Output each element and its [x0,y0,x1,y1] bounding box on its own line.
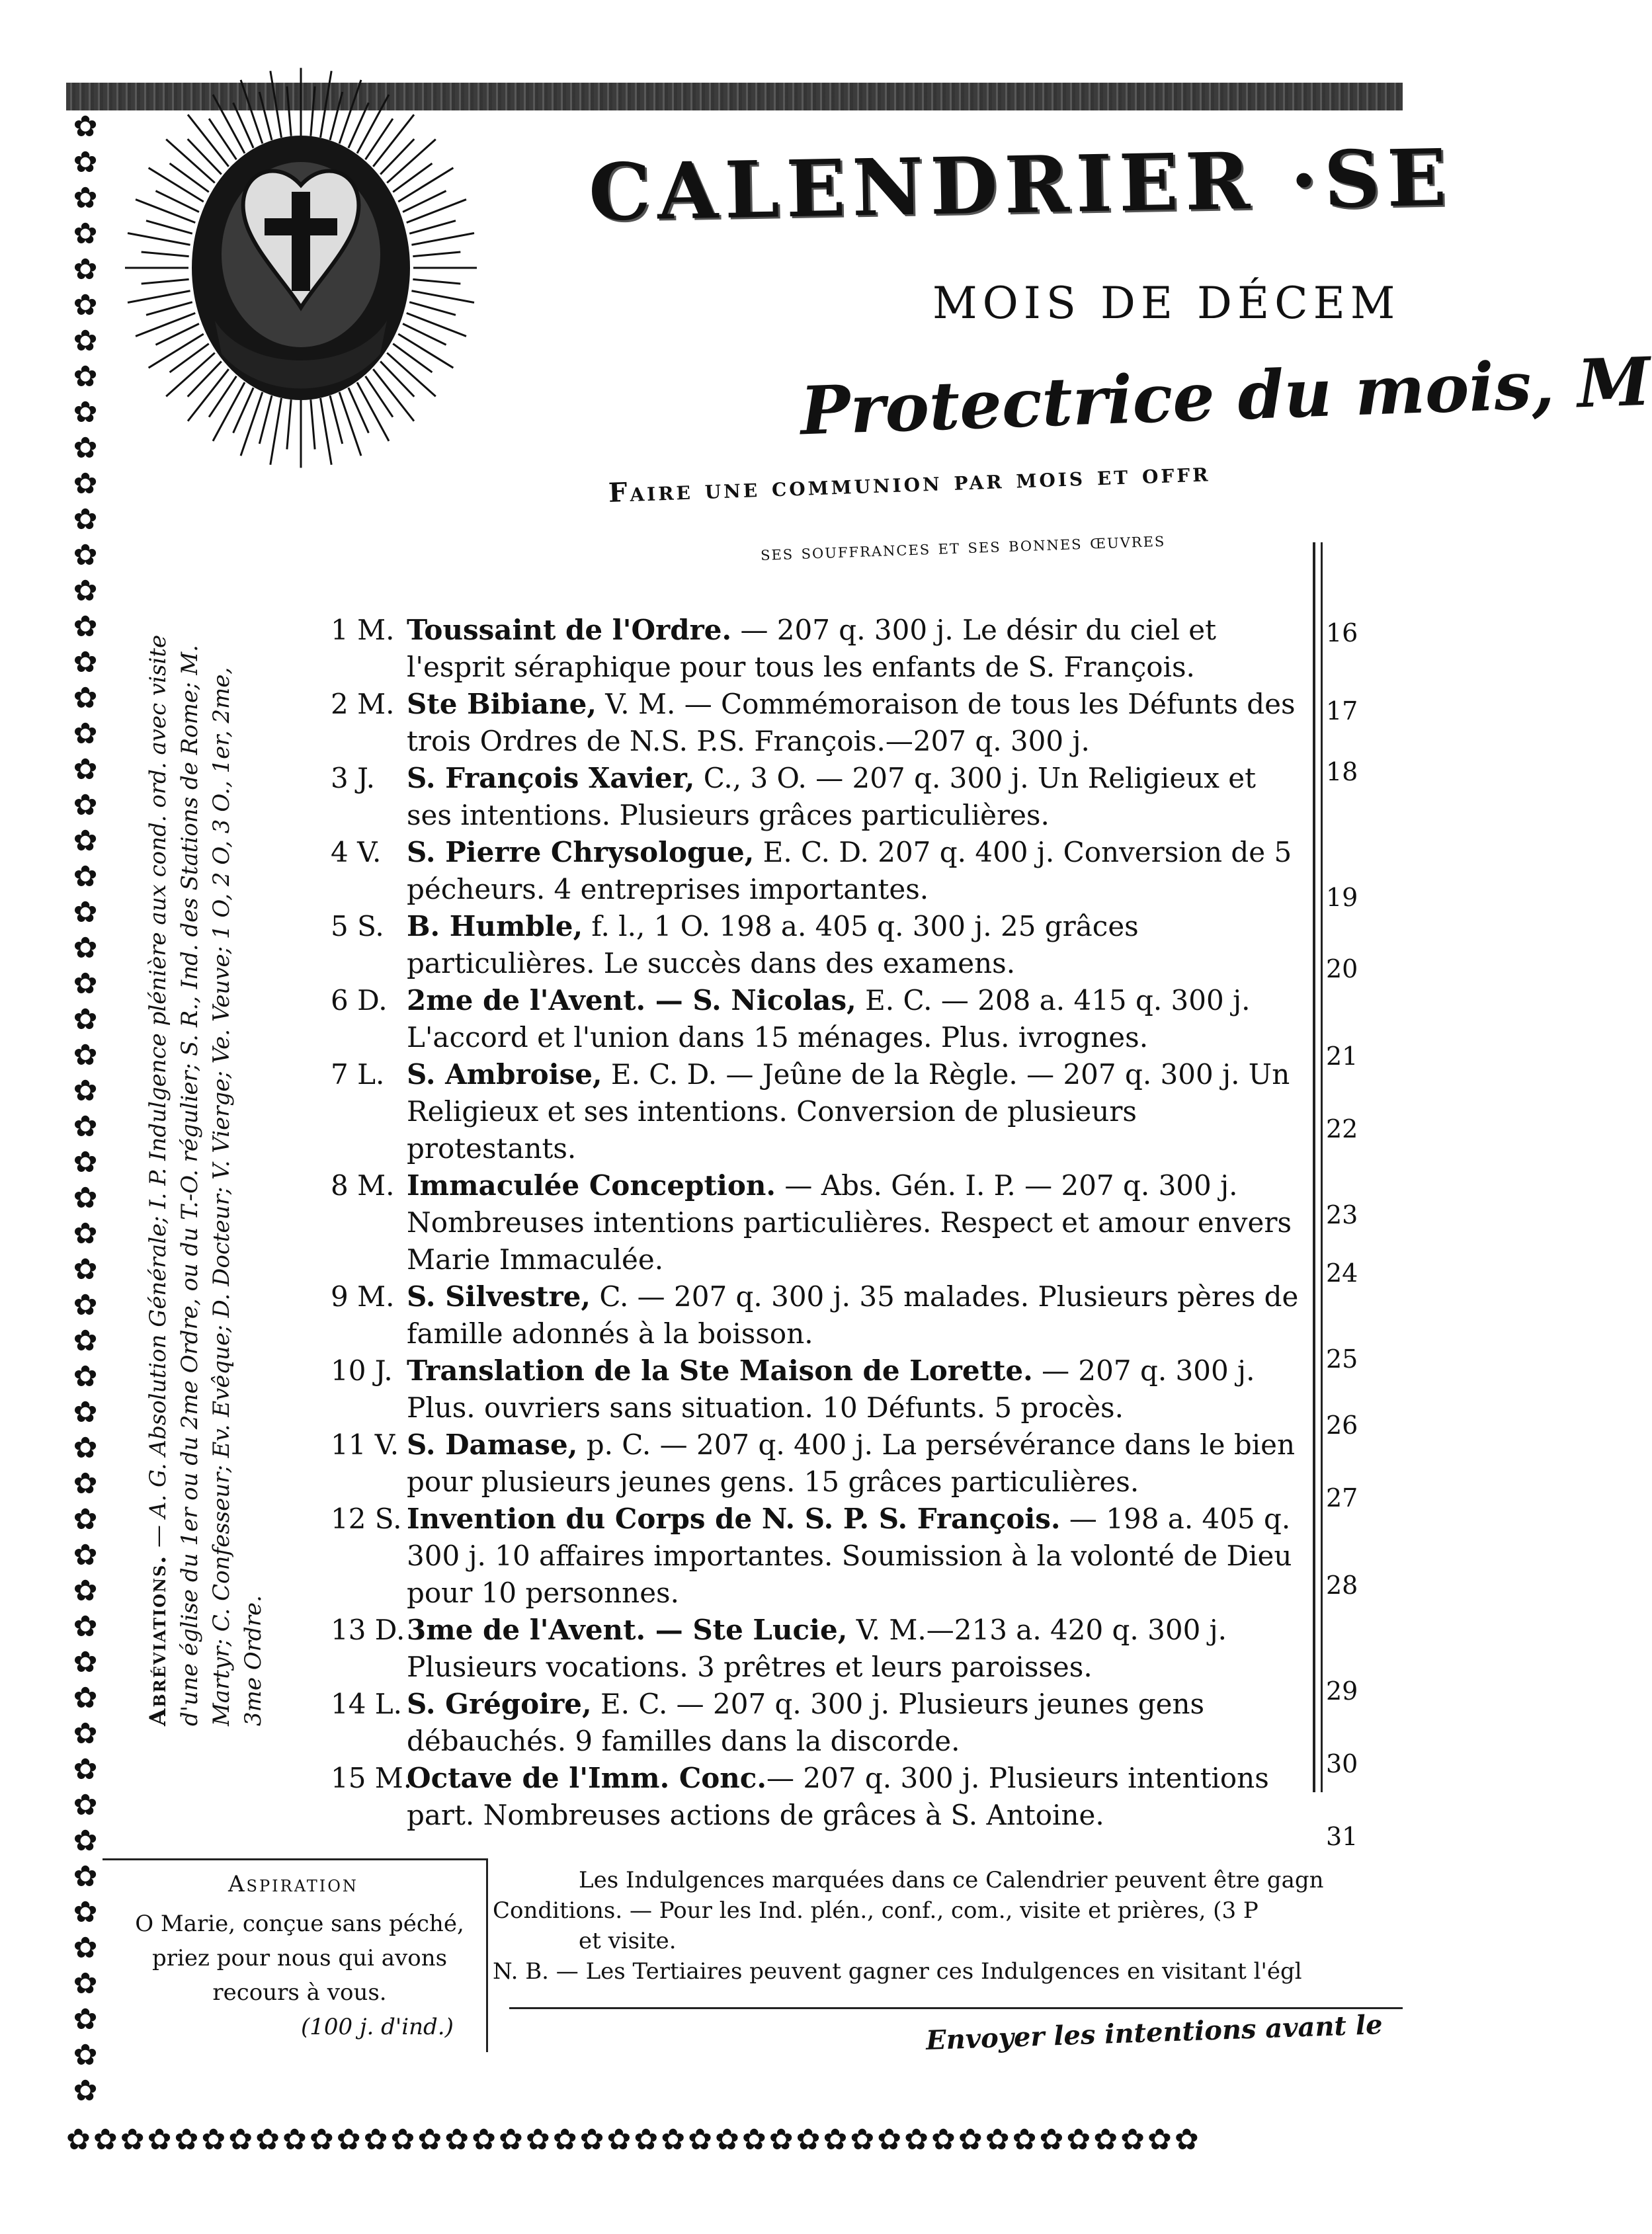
sun-ray [321,71,332,138]
flower-ornament-icon: ✿ [850,2123,875,2157]
calendar-entry [331,1427,1303,1501]
flower-ornament-icon: ✿ [73,1324,98,1358]
sacred-heart-emblem [116,69,486,493]
flower-ornament-icon: ✿ [1066,2123,1091,2157]
entry-day: 6 D. [331,984,388,1016]
entry-feast: S. Damase, [407,1428,578,1461]
sun-ray [128,233,190,245]
entry-details: — 198 a. 405 q. 300 j. 10 affaires importantes. Soumission à la volonté de Dieu pour 10 personnes. [407,1503,1292,1609]
sun-ray [209,118,236,159]
indulgence-note-line: et visite. [579,1928,677,1954]
entry-feast: B. Humble, [407,910,583,942]
flower-ornament-icon: ✿ [688,2123,712,2157]
entry-feast: S. François Xavier, [407,762,695,794]
instruction-line-2: ses souffrances et ses bonnes œuvres [760,528,1166,565]
entry-day: 13 D. [331,1614,405,1646]
entry-feast: Invention du Corps de N. S. P. S. François. [407,1503,1061,1535]
flower-ornament-icon: ✿ [73,145,98,179]
sun-ray [373,114,414,166]
indulgence-note-line: Les Indulgences marquées dans ce Calendrier peuvent être gagn [579,1867,1324,1893]
entry-day: 10 J. [331,1354,393,1387]
entry-day: 14 L. [331,1688,403,1720]
flower-ornament-icon: ✿ [73,1288,98,1322]
entry-feast: 3me de l'Avent. — Ste Lucie, [407,1614,848,1646]
sun-ray [146,221,192,234]
flower-ornament-icon: ✿ [73,1610,98,1643]
entry-feast: 2me de l'Avent. — S. Nicolas, [407,984,856,1016]
flower-ornament-icon: ✿ [255,2123,280,2157]
calendar-entry [331,982,1303,1056]
calendar-entry [331,1612,1303,1686]
flower-ornament-icon: ✿ [472,2123,496,2157]
flower-ornament-icon: ✿ [73,788,98,822]
sun-ray [409,302,456,315]
flower-ornament-icon: ✿ [363,2123,388,2157]
notes-rule [509,2007,1403,2009]
sun-ray [339,80,361,144]
flower-ornament-icon: ✿ [73,931,98,965]
indulgence-note-line: N. B. — Les Tertiaires peuvent gagner ces Indulgences en visitant l'égl [493,1958,1302,1985]
flower-ornament-icon: ✿ [282,2123,307,2157]
sun-ray [411,233,474,245]
flower-ornament-icon: ✿ [73,1503,98,1536]
flower-ornament-icon: ✿ [73,2074,98,2108]
sun-ray [136,313,195,336]
flower-ornament-icon: ✿ [73,1038,98,1072]
calendar-title: CALENDRIER ·SE [587,131,1454,239]
sun-ray [259,395,272,444]
entry-feast: Octave de l'Imm. Conc. [407,1762,766,1794]
abbreviations-lead: Abréviations. [145,1554,171,1726]
flower-ornament-icon: ✿ [93,2123,118,2157]
flower-ornament-icon: ✿ [741,2123,766,2157]
flower-ornament-icon: ✿ [73,395,98,429]
flower-ornament-icon: ✿ [73,1753,98,1786]
entry-day: 7 L. [331,1058,385,1091]
flower-ornament-icon: ✿ [1120,2123,1145,2157]
calendar-entries [331,612,1303,1834]
flower-ornament-icon: ✿ [73,1360,98,1393]
sun-ray [398,168,453,202]
flower-ornament-icon: ✿ [73,324,98,358]
indulgence-note-line: Conditions. — Pour les Ind. plén., conf., com., visite et prières, (3 P [493,1897,1259,1924]
send-intentions-note: Envoyer les intentions avant le [925,2008,1384,2057]
flower-ornament-icon: ✿ [73,1824,98,1858]
flower-ornament-icon: ✿ [73,1074,98,1108]
flower-ornament-icon: ✿ [73,1110,98,1143]
entry-details: E. C. D. — Jeûne de la Règle. — 207 q. 300 j. Un Religieux et ses intentions. Conversion de plusieurs protestants. [407,1058,1290,1165]
flower-ornament-icon: ✿ [1174,2123,1199,2157]
entry-details: — 207 q. 300 j. Plus. ouvriers sans situation. 10 Défunts. 5 procès. [407,1354,1255,1424]
entry-feast: S. Grégoire, [407,1688,592,1720]
calendar-entry [331,612,1303,686]
sun-ray [409,221,456,234]
cross-horizontal [265,218,337,235]
entry-day: 15 M. [331,1762,413,1794]
entry-day: 11 V. [331,1428,399,1461]
sun-ray [330,395,343,444]
sun-ray [259,92,272,140]
entry-details: V. M. — Commémoraison de tous les Défunts des trois Ordres de N.S. P.S. François.—207 q. 300 j. [407,688,1296,757]
instruction-line-1: Faire une communion par mois et offr [608,456,1212,509]
flower-ornament-icon: ✿ [73,2038,98,2072]
entry-details: E. C. D. 207 q. 400 j. Conversion de 5 pécheurs. 4 entreprises importantes. [407,836,1292,905]
bottom-ornamental-border [66,2123,1403,2157]
aspiration-title: Aspiration [228,1871,358,1897]
sun-ray [366,376,393,417]
flower-ornament-icon: ✿ [73,110,98,144]
sun-ray [188,369,229,421]
entry-feast: Translation de la Ste Maison de Lorette. [407,1354,1033,1387]
flower-ornament-icon: ✿ [417,2123,442,2157]
flower-ornament-icon: ✿ [499,2123,523,2157]
flower-ornament-icon: ✿ [73,895,98,929]
flower-ornament-icon: ✿ [120,2123,145,2157]
abbreviations-text: — A. G. Absolution Générale; I. P. Indulgence plénière aux cond. ord. avec visite d'une église du 1er ou du 2me Ordre, ou du T.-O. régulier; S. R., Ind. des Stations de Rome; M. Martyr; C. Confesseur; Ev. Evêque; D. Docteur; V. Vierge; Ve. Veuve; 1 O, 2 O, 3 O., 1er, 2me, 3me Ordre. [145,634,267,1726]
sun-ray [393,163,432,192]
flower-ornament-icon: ✿ [73,253,98,286]
flower-ornament-icon: ✿ [958,2123,983,2157]
flower-ornament-icon: ✿ [552,2123,577,2157]
flower-ornament-icon: ✿ [768,2123,794,2157]
sun-ray [380,139,414,174]
flower-ornament-icon: ✿ [73,1967,98,2001]
flower-ornament-icon: ✿ [73,753,98,786]
calendar-entry [331,1352,1303,1427]
flower-ornament-icon: ✿ [73,1895,98,1929]
sun-ray [213,382,245,441]
calendar-entry [331,1686,1303,1760]
sun-ray [213,95,245,153]
flower-ornament-icon: ✿ [73,431,98,465]
entry-details: — 207 q. 300 j. Plusieurs intentions part. Nombreuses actions de grâces à S. Antoine. [407,1762,1269,1831]
sun-ray [270,398,282,465]
entry-feast: Toussaint de l'Ordre. [407,614,732,646]
patron-heading: Protectrice du mois, M [799,342,1652,450]
entry-feast: S. Silvestre, [407,1280,591,1313]
sun-ray [287,87,291,136]
calendar-entry [331,686,1303,760]
sun-ray [142,252,189,257]
left-ornamental-border [66,109,104,2133]
flower-ornament-icon: ✿ [985,2123,1010,2157]
calendar-entry [331,1167,1303,1278]
sun-ray [357,95,389,153]
flower-ornament-icon: ✿ [73,824,98,858]
sun-ray [149,334,204,368]
flower-ornament-icon: ✿ [228,2123,253,2157]
sun-ray [188,361,222,396]
sun-ray [311,87,315,136]
flower-ornament-icon: ✿ [73,1253,98,1286]
sun-ray [321,398,332,465]
entry-day: 9 M. [331,1280,395,1313]
flower-ornament-icon: ✿ [73,1717,98,1751]
sun-ray [188,114,229,166]
calendar-entry [331,1760,1303,1834]
flower-ornament-icon: ✿ [1147,2123,1172,2157]
sun-ray [241,80,263,144]
flower-ornament-icon: ✿ [73,360,98,393]
sun-ray [241,392,263,456]
aspiration-indulgence: (100 j. d'ind.) [301,2014,454,2040]
flower-ornament-icon: ✿ [579,2123,604,2157]
flower-ornament-icon: ✿ [73,1431,98,1465]
entry-day: 1 M. [331,614,395,646]
flower-ornament-icon: ✿ [823,2123,848,2157]
flower-ornament-icon: ✿ [1093,2123,1118,2157]
flower-ornament-icon: ✿ [444,2123,470,2157]
entry-details: C., 3 O. — 207 q. 300 j. Un Religieux et ses intentions. Plusieurs grâces particulières. [407,762,1257,831]
flower-ornament-icon: ✿ [73,860,98,893]
flower-ornament-icon: ✿ [73,1003,98,1036]
flower-ornament-icon: ✿ [174,2123,199,2157]
flower-ornament-icon: ✿ [1039,2123,1064,2157]
calendar-entry [331,1501,1303,1612]
calendar-entry [331,1278,1303,1352]
entry-day: 2 M. [331,688,395,720]
flower-ornament-icon: ✿ [73,1538,98,1572]
sun-ray [373,369,414,421]
entry-details: — 207 q. 300 j. Le désir du ciel et l'esprit séraphique pour tous les enfants de S. François. [407,614,1217,683]
column-divider [1321,542,1323,1792]
flower-ornament-icon: ✿ [715,2123,739,2157]
flower-ornament-icon: ✿ [73,1217,98,1251]
flower-ornament-icon: ✿ [73,610,98,643]
flower-ornament-icon: ✿ [73,1931,98,1965]
flower-ornament-icon: ✿ [1012,2123,1037,2157]
flower-ornament-icon: ✿ [73,181,98,215]
sun-ray [411,291,474,303]
flower-ornament-icon: ✿ [73,1860,98,1893]
entry-feast: Immaculée Conception. [407,1169,776,1202]
flower-ornament-icon: ✿ [606,2123,632,2157]
entry-day: 12 S. [331,1503,402,1535]
sun-ray [339,392,361,456]
entry-day: 4 V. [331,836,382,868]
entry-feast: Ste Bibiane, [407,688,597,720]
calendar-entry [331,1056,1303,1167]
sun-ray [393,344,432,372]
calendar-entry [331,834,1303,908]
flower-ornament-icon: ✿ [73,717,98,751]
flower-ornament-icon: ✿ [309,2123,334,2157]
flower-ornament-icon: ✿ [73,681,98,715]
sun-ray [170,163,209,192]
sun-ray [287,399,291,449]
sun-ray [413,252,460,257]
sun-ray [142,279,189,284]
flower-ornament-icon: ✿ [904,2123,929,2157]
flower-ornament-icon: ✿ [73,1181,98,1215]
flower-ornament-icon: ✿ [796,2123,821,2157]
flower-ornament-icon: ✿ [336,2123,361,2157]
flower-ornament-icon: ✿ [390,2123,415,2157]
flower-ornament-icon: ✿ [73,1788,98,1822]
aspiration-box [103,1858,488,2052]
sun-ray [170,344,209,372]
flower-ornament-icon: ✿ [73,967,98,1001]
sun-ray [330,92,343,140]
entry-day: 3 J. [331,762,375,794]
flower-ornament-icon: ✿ [73,1645,98,1679]
cross-vertical [292,192,310,291]
flower-ornament-icon: ✿ [634,2123,659,2157]
flower-ornament-icon: ✿ [73,288,98,322]
flower-ornament-icon: ✿ [525,2123,550,2157]
sun-ray [407,200,466,223]
calendar-entry [331,908,1303,982]
sun-ray [270,71,282,138]
month-heading: MOIS DE DÉCEM [932,278,1401,329]
flower-ornament-icon: ✿ [66,2123,91,2157]
sun-ray [209,376,236,417]
flower-ornament-icon: ✿ [73,467,98,501]
sun-ray [311,399,315,449]
flower-ornament-icon: ✿ [201,2123,226,2157]
flower-ornament-icon: ✿ [147,2123,172,2157]
flower-ornament-icon: ✿ [73,574,98,608]
entry-details: C. — 207 q. 300 j. 35 malades. Plusieurs pères de famille adonnés à la boisson. [407,1280,1299,1350]
flower-ornament-icon: ✿ [73,217,98,251]
flower-ornament-icon: ✿ [661,2123,686,2157]
flower-ornament-icon: ✿ [73,2003,98,2036]
flower-ornament-icon: ✿ [73,1574,98,1608]
flower-ornament-icon: ✿ [73,645,98,679]
flower-ornament-icon: ✿ [73,1467,98,1501]
entry-day: 8 M. [331,1169,395,1202]
sun-ray [357,382,389,441]
abbreviations-legend [142,628,269,1726]
sun-ray [366,118,393,159]
sun-ray [149,168,204,202]
flower-ornament-icon: ✿ [73,538,98,572]
flower-ornament-icon: ✿ [73,1145,98,1179]
calendar-entry [331,760,1303,834]
sun-ray [407,313,466,336]
entry-details: V. M.—213 a. 420 q. 300 j. Plusieurs vocations. 3 prêtres et leurs paroisses. [407,1614,1227,1683]
sun-ray [398,334,453,368]
entry-details: E. C. — 207 q. 300 j. Plusieurs jeunes gens débauchés. 9 familles dans la discorde. [407,1688,1205,1757]
entry-details: p. C. — 207 q. 400 j. La persévérance dans le bien pour plusieurs jeunes gens. 15 grâces particulières. [407,1428,1296,1498]
sun-ray [136,200,195,223]
entry-details: — Abs. Gén. I. P. — 207 q. 300 j. Nombreuses intentions particulières. Respect et amour envers Marie Immaculée. [407,1169,1292,1276]
sun-ray [380,361,414,396]
entry-feast: S. Ambroise, [407,1058,602,1091]
flower-ornament-icon: ✿ [73,1395,98,1429]
sun-ray [128,291,190,303]
flower-ornament-icon: ✿ [877,2123,902,2157]
entry-details: E. C. — 208 a. 415 q. 300 j. L'accord et l'union dans 15 ménages. Plus. ivrognes. [407,984,1251,1054]
sun-ray [413,279,460,284]
flower-ornament-icon: ✿ [73,503,98,536]
entry-day: 5 S. [331,910,384,942]
aspiration-prayer: O Marie, conçue sans péché, priez pour nous qui avons recours à vous. [135,1911,464,2006]
flower-ornament-icon: ✿ [931,2123,956,2157]
entry-details: f. l., 1 O. 198 a. 405 q. 300 j. 25 grâces particulières. Le succès dans des examens. [407,910,1139,979]
flower-ornament-icon: ✿ [73,1681,98,1715]
sun-ray [146,302,192,315]
sun-ray [188,139,222,174]
column-divider [1313,542,1315,1792]
entry-feast: S. Pierre Chrysologue, [407,836,755,868]
